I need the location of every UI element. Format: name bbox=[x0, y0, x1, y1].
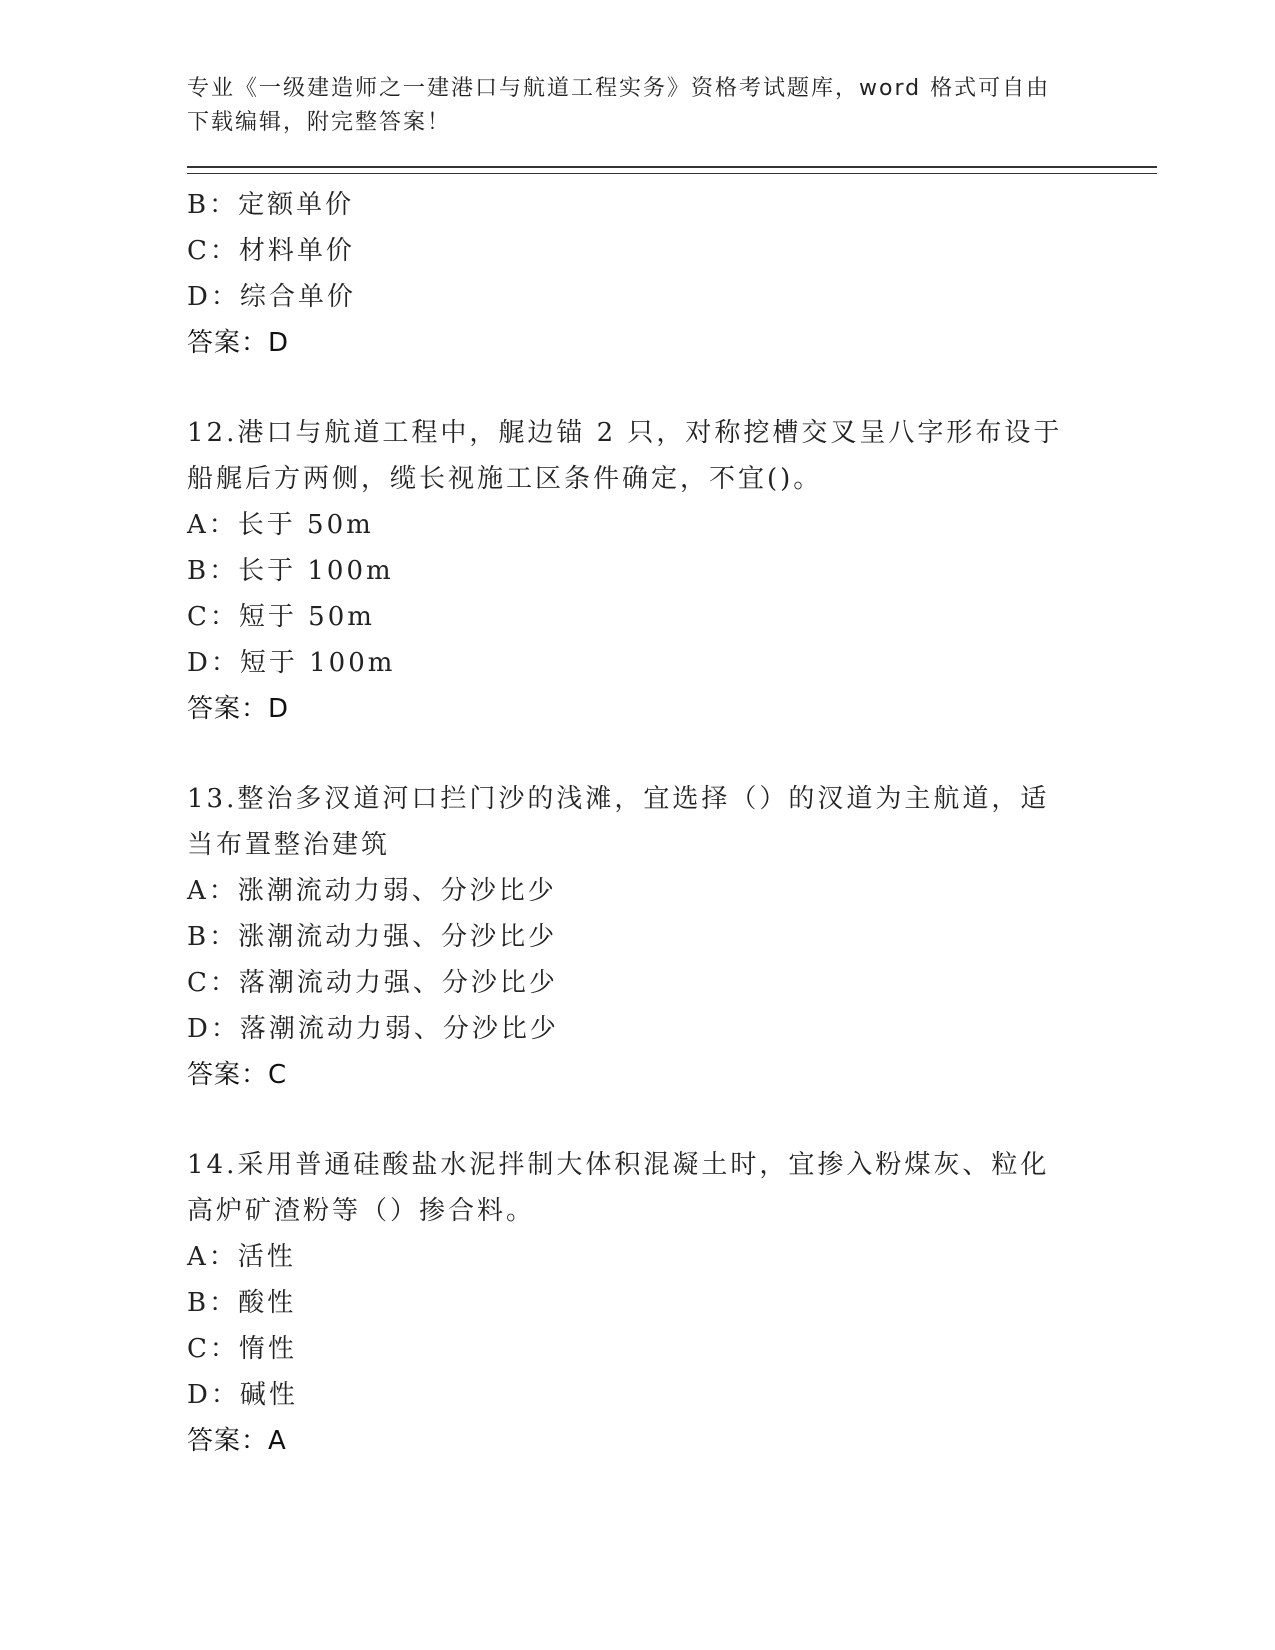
option-c: C：材料单价 bbox=[187, 236, 355, 266]
document-page bbox=[187, 72, 1157, 1464]
option-d: D：落潮流动力弱、分沙比少 bbox=[187, 1014, 559, 1044]
option-a: A：长于 50m bbox=[187, 510, 374, 540]
option-b: B：长于 100m bbox=[187, 556, 394, 586]
option-d: D：碱性 bbox=[187, 1380, 298, 1410]
option-a: A：涨潮流动力弱、分沙比少 bbox=[187, 876, 557, 906]
question-13 bbox=[187, 776, 1157, 1098]
question-12 bbox=[187, 410, 1157, 732]
option-c: C：惰性 bbox=[187, 1334, 297, 1364]
question-stem: 12.港口与航道工程中，艉边锚 2 只，对称挖槽交叉呈八字形布设于船艉后方两侧，缆长视施工区条件确定，不宜()。 bbox=[187, 418, 1063, 494]
option-b: B：酸性 bbox=[187, 1288, 297, 1318]
option-c: C：短于 50m bbox=[187, 602, 375, 632]
answer-line: 答案：A bbox=[187, 1426, 287, 1456]
option-d: D：短于 100m bbox=[187, 648, 396, 678]
answer-line: 答案：D bbox=[187, 328, 290, 358]
answer-line: 答案：C bbox=[187, 1060, 288, 1090]
question-stem: 14.采用普通硅酸盐水泥拌制大体积混凝土时，宜掺入粉煤灰、粒化高炉矿渣粉等（）掺合料。 bbox=[187, 1150, 1050, 1226]
answer-line: 答案：D bbox=[187, 694, 290, 724]
option-b: B：涨潮流动力强、分沙比少 bbox=[187, 922, 558, 952]
option-b: B：定额单价 bbox=[187, 190, 355, 220]
previous-question-tail bbox=[187, 182, 1157, 366]
header-divider bbox=[187, 166, 1157, 174]
question-stem: 13.整治多汊道河口拦门沙的浅滩，宜选择（）的汊道为主航道，适当布置整治建筑 bbox=[187, 784, 1050, 860]
option-d: D：综合单价 bbox=[187, 282, 356, 312]
document-header: 专业《一级建造师之一建港口与航道工程实务》资格考试题库，word 格式可自由下载编辑，附完整答案！ bbox=[187, 76, 1051, 135]
option-a: A：活性 bbox=[187, 1242, 296, 1272]
option-c: C：落潮流动力强、分沙比少 bbox=[187, 968, 558, 998]
question-14 bbox=[187, 1142, 1157, 1464]
